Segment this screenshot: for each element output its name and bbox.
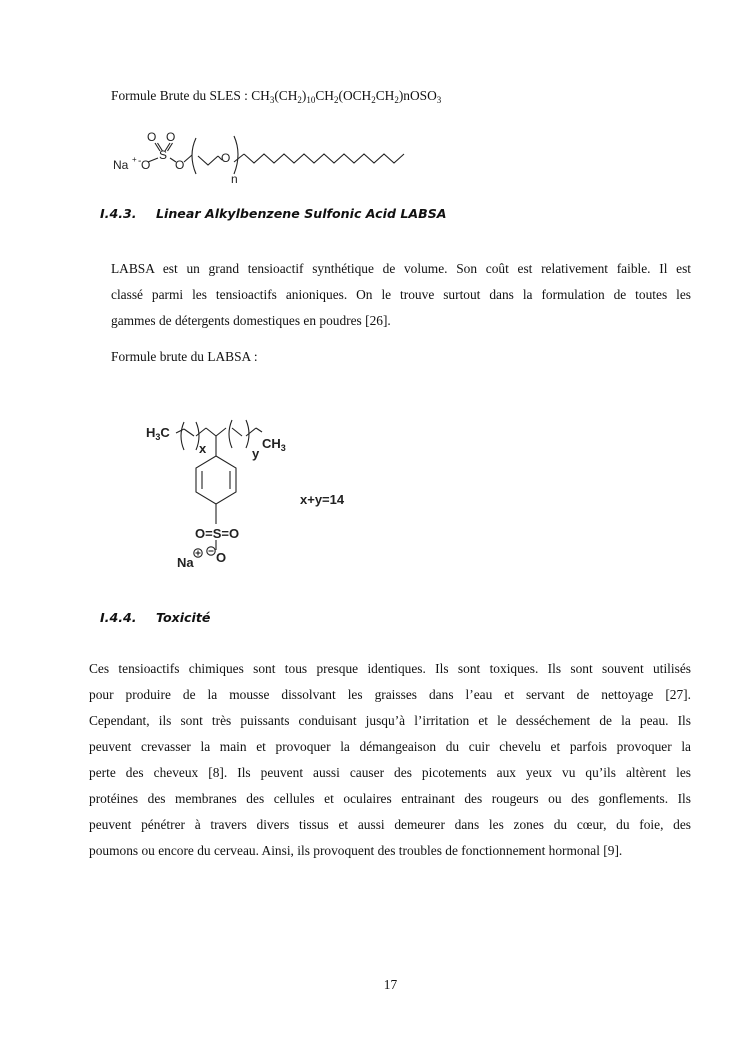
section-heading-1-4-4 [100, 610, 210, 625]
sles-o-neg: O [141, 158, 151, 172]
formula-part: CH [251, 88, 270, 103]
formula-part: (OCH [338, 88, 372, 103]
formula-part: ) [301, 88, 307, 103]
labsa-condition: x+y=14 [300, 492, 345, 507]
paragraph-line: Ces tensioactifs chimiques sont tous presque identiques. Ils sont toxiques. Ils sont souvent utilisés [89, 661, 691, 676]
sles-neg-sign: - [138, 156, 142, 167]
labsa-h3c: $H_3C$ [146, 425, 170, 442]
labsa-formula-label: Formule brute du LABSA : [111, 349, 258, 364]
sles-repeat-n: n [231, 172, 238, 186]
formula-part: )nOSO [398, 88, 437, 103]
sles-na-charge: + [132, 155, 137, 164]
formula-part: CH [375, 88, 395, 103]
formula-sub: 3 [436, 95, 442, 105]
formula-sub: 3 [269, 95, 275, 105]
paragraph-line: LABSA est un grand tensioactif synthétique de volume. Son coût est relativement faible. Il est [111, 261, 691, 276]
section-number: I.4.4. [100, 610, 137, 625]
formula-sub: 2 [394, 95, 399, 105]
formula-sub: 10 [306, 95, 316, 105]
paragraph-line: pour produire de la mousse dissolvant les graisses dans l’eau et servant de nettoyage [27]. [89, 687, 691, 702]
labsa-x: x [199, 441, 207, 456]
formula-part: (CH [274, 88, 298, 103]
sles-oxygen-2: O [166, 130, 176, 144]
labsa-sulfonyl: O=S=O [195, 526, 240, 541]
paragraph-line: peuvent pénétrer à travers divers tissus et aussi demeurer dans les zones du cœur, du foie, des [89, 817, 691, 832]
paragraph-line: poumons ou encore du cerveau. Ainsi, ils provoquent des troubles de fonctionnement hormonal [9]. [89, 843, 623, 858]
sles-sulfur: S [159, 148, 168, 162]
labsa-na: Na [177, 555, 194, 570]
page-number: 17 [383, 977, 398, 992]
section-title: Toxicité [156, 610, 211, 625]
sles-formula [251, 88, 441, 103]
section-number: I.4.3. [100, 206, 137, 221]
formula-sub: 2 [333, 95, 339, 105]
section-heading-1-4-3 [100, 206, 447, 221]
paragraph-line: peuvent crevasser la main et provoquer la démangeaison du cuir chevelu et parfois provoquer la [89, 739, 691, 754]
sles-o-bridge: O [175, 158, 185, 172]
formula-sub: 2 [371, 95, 376, 105]
sles-o-chain: O [221, 151, 231, 165]
toxicite-paragraph [89, 656, 691, 864]
paragraph-line: classé parmi les tensioactifs anioniques. On le trouve surtout dans la formulation de toutes les [111, 287, 691, 302]
labsa-y: y [252, 446, 260, 461]
sles-oxygen-1: O [147, 130, 157, 144]
sles-formula-line [111, 86, 441, 106]
formula-sub: 2 [297, 95, 302, 105]
formula-part: CH [315, 88, 334, 103]
paragraph-line: Cependant, ils sont très puissants conduisant jusqu’à l’irritation et le desséchement de la peau. Ils [89, 713, 691, 728]
labsa-paragraph [111, 256, 691, 334]
section-title: Linear Alkylbenzene Sulfonic Acid LABSA [156, 206, 447, 221]
labsa-ch3: $CH_3$ [262, 436, 286, 453]
paragraph-line: gammes de détergents domestiques en poudres [26]. [111, 313, 391, 328]
sles-structure-diagram [100, 122, 430, 188]
labsa-o: O [216, 550, 227, 565]
paragraph-line: perte des cheveux [8]. Ils peuvent aussi causer des picotements aux yeux vu qu’ils altèrent les [89, 765, 691, 780]
labsa-structure-diagram [140, 418, 380, 578]
sles-na: Na [113, 158, 129, 172]
sles-formula-label: Formule Brute du SLES : [111, 88, 252, 103]
paragraph-line: protéines des membranes des cellules et oculaires entrainant des rougeurs ou des gonflements. Ils [89, 791, 691, 806]
